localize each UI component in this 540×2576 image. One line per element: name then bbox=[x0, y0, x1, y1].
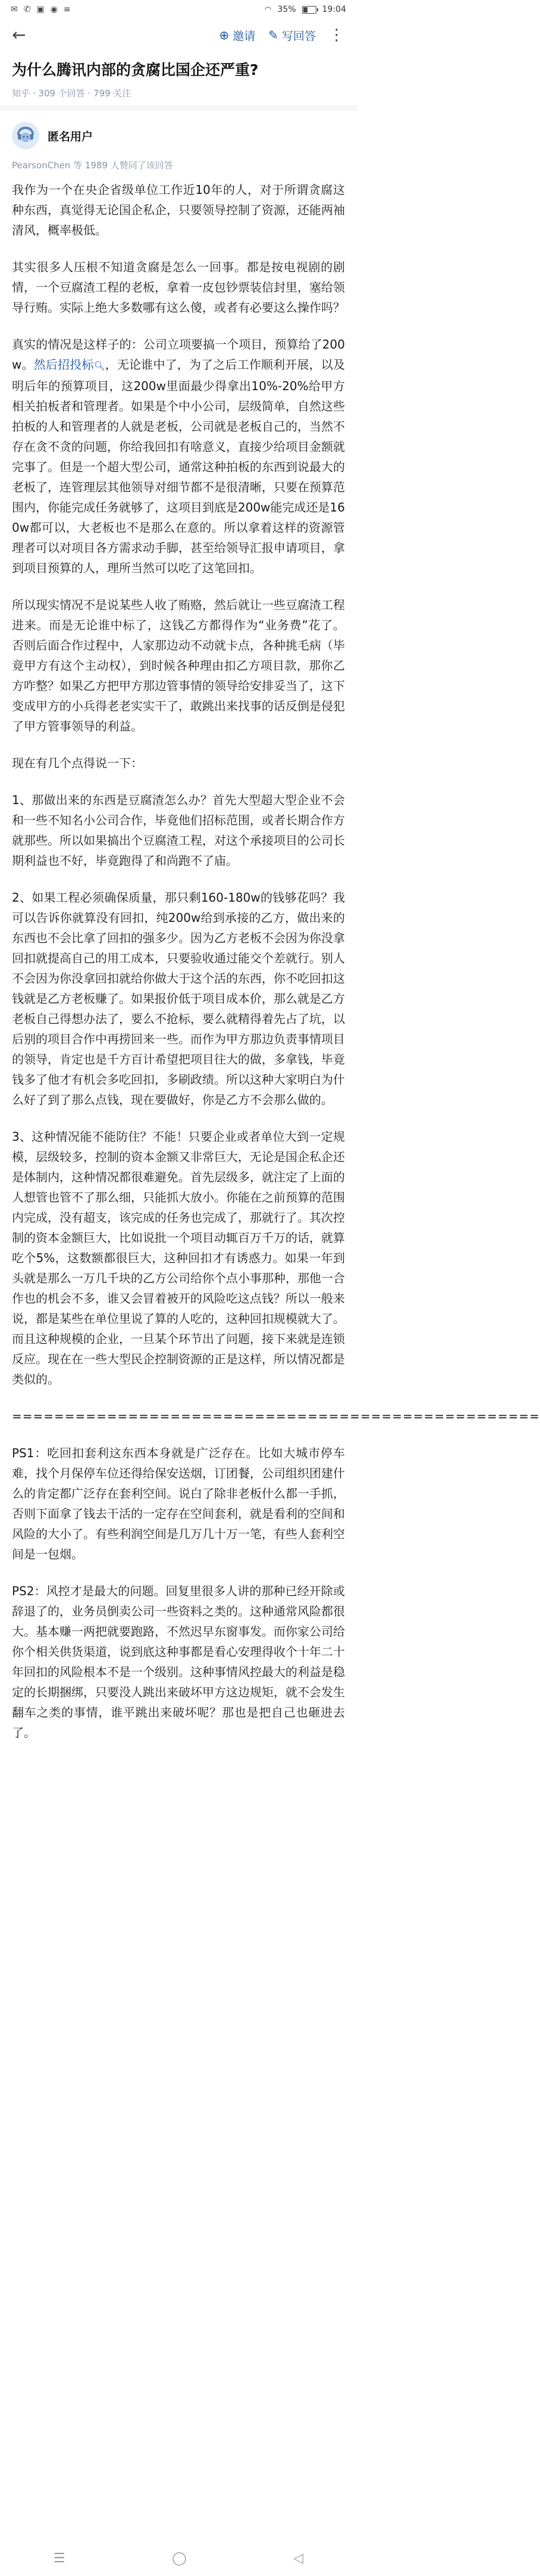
status-bar bbox=[0, 0, 357, 19]
mail-icon: ✉ bbox=[11, 5, 18, 14]
paragraph: 2、如果工程必须确保质量，那只剩160-180w的钱够花吗？我可以告诉你就算没有回扣，纯200w给到承接的乙方，做出来的东西也不会比拿了回扣的强多少。因为乙方老板不会因为你没拿回扣就提高自己的用工成本，只要验收通过能交个差就行。别人不会因为你没拿回扣就给你做大于这个活的东西，你不吃回扣这钱就是乙方老板赚了。如果报价低于项目成本价，那么就是乙方老板自己得想办法了，要么不抢标，要么就精得着先占了坑，以后别的项目合作中再捞回来一些。而作为甲方那边负责事情项目的领导，肯定也是千方百计希望把项目往大的做，多拿钱，毕竟钱多了他才有机会多吃回扣，多刷政绩。所以这种大家明白为什么好了到了那么点钱，现在要做好，你是乙方不会那么做的。 bbox=[12, 890, 345, 1107]
battery-percent: 35% bbox=[277, 5, 296, 14]
upvote-summary: PearsonChen 等 1989 人赞同了该回答 bbox=[12, 160, 173, 171]
write-answer-label: 写回答 bbox=[281, 29, 316, 43]
more-icon[interactable]: ⋮ bbox=[329, 26, 345, 44]
wifi-icon: ◠ bbox=[265, 5, 272, 14]
anonymous-avatar[interactable] bbox=[12, 122, 39, 149]
search-link-label: 然后招投标 bbox=[33, 357, 94, 372]
invite-button[interactable] bbox=[219, 27, 255, 43]
paragraph-text-rest: ，无论谁中了，为了之后工作顺利开展，以及明后年的预算项目，这200w里面最少得拿出10%-20%给甲方相关拍板者和管理者。如果是个中小公司，层级简单，自然这些拍板的人和管理者的人就是老板，公司就是老板自己的，当然不存在贪不贪的问题，你给我回扣有啥意义，直接少给项目金额就完事了。但是一个超大型公司，通常这种拍板的东西到说最大的老板了，连管理层其他领导对细节都不是很清晰，只要在预算范围内，你能完成任务就够了，这项目到底是200w能完成还是160w都可以，大老板也不是那么在意的。所以拿着这样的资源管理者可以对项目各方需求动手脚，甚至给领导汇报申请项目，拿到项目预算的人，理所当然可以吃了这笔回扣。 bbox=[12, 357, 346, 575]
search-link[interactable] bbox=[34, 357, 105, 372]
answer-content bbox=[0, 174, 540, 1743]
paragraph: 3、这种情况能不能防住？不能！只要企业或者单位大到一定规模，层级较多，控制的资本金额又非常巨大，无论是国企私企还是体制内，这种情况都很难避免。首先层级多，就注定了上面的人想管也管不了那么细，只能抓大放小。你能在之前预算的范围内完成，没有超支，该完成的任务也完成了，那就行了。其次控制的资本金额巨大，比如说批一个项目动辄百万千万的话，就算吃个5%，这数额都很巨大，这种回扣才有诱惑力。如果一年到头就是那么一万几千块的乙方公司给你个点小事那种，那他一合作也的机会不多，谁又会冒着被开的风险吃这点钱？所以一般来说，都是某些在单位里说了算的人吃的，这种回扣规模就大了。而且这种规模的企业，一旦某个环节出了问题，接下来就是连锁反应。现在在一些大型民企控制资源的正是这样，所以情况都是类似的。 bbox=[12, 1129, 345, 1386]
paragraph bbox=[12, 334, 345, 578]
battery-icon bbox=[302, 6, 316, 14]
recent-apps-icon[interactable]: ☰ bbox=[53, 2550, 65, 2566]
paragraph: 我作为一个在央企省级单位工作近10年的人，对于所谓贪腐这种东西，真觉得无论国企私企，只要领导控制了资源，还能两袖清风，概率极低。 bbox=[12, 183, 345, 237]
signal-icon: ◉ bbox=[50, 5, 58, 14]
paragraph: 现在有几个点得说一下： bbox=[12, 756, 143, 770]
answer-author[interactable] bbox=[0, 111, 357, 154]
separator-line: ================================================== bbox=[12, 1409, 540, 1423]
status-left-icons bbox=[11, 5, 71, 14]
paragraph: PS2：风控才是最大的问题。回复里很多人讲的那种已经开除或辞退了的，业务员倒卖公司一些资料之类的。这种通常风险都很大。基本赚一两把就要跑路，不然迟早东窗事发。而你家公司给你个相关供货渠道，说到底这种事都是看心安理得收个十年二十年回扣的风险根本不是一个级别。这种事情风控最大的利益是稳定的长期捆绑，只要没人跳出来破坏甲方这边规矩，就不会发生翻车之类的事情，谁平跳出来破坏呢？那也是把自己也砸进去了。 bbox=[12, 1584, 345, 1740]
paragraph-text: 真实的情况是这样子的：公司立项要搞一个项目，预算给了200w。 bbox=[12, 337, 345, 372]
author-name[interactable]: 匿名用户 bbox=[48, 130, 93, 143]
question-title[interactable]: 为什么腾讯内部的贪腐比国企还严重? bbox=[12, 61, 259, 79]
paragraph: 其实很多人压根不知道贪腐是怎么一回事。都是按电视剧的剧情，一个豆腐渣工程的老板，拿着一皮包钞票装信封里，塞给领导行贿。实际上绝大多数哪有这么傻，或者有必要这么操作吗？ bbox=[12, 260, 345, 315]
back-icon[interactable]: ◁ bbox=[293, 2550, 304, 2566]
menu-icon: ≡ bbox=[63, 5, 71, 14]
app-icon: ▣ bbox=[36, 5, 45, 14]
paragraph: PS1：吃回扣套利这东西本身就是广泛存在。比如大城市停车难，找个月保停车位还得给保安送烟，订团餐，公司组织团建什么的肯定都广泛存在套利空间。说白了除非老板什么都一手抓，否则下面拿了钱去干活的一定存在空间套利，就是看利的空间和风险的大小了。有些利润空间是几万几十万一笔，有些人套利空间是一包烟。 bbox=[12, 1446, 345, 1561]
invite-icon: ⊕ bbox=[219, 28, 230, 42]
system-nav-bar bbox=[0, 2540, 357, 2576]
search-icon: 🔍︎ bbox=[93, 360, 105, 371]
phone-icon: ✆ bbox=[23, 5, 31, 14]
question-meta[interactable]: 知乎 · 309 个回答 · 799 关注 bbox=[12, 88, 131, 99]
back-arrow-icon[interactable]: ← bbox=[12, 25, 26, 45]
app-bar-actions bbox=[219, 26, 345, 44]
question-header bbox=[0, 51, 357, 105]
anonymous-avatar-icon bbox=[12, 122, 39, 149]
clock: 19:04 bbox=[322, 5, 346, 14]
paragraph: 所以现实情况不是说某些人收了贿赂，然后就让一些豆腐渣工程进来。而是无论谁中标了，这钱乙方都得作为“业务费”花了。否则后面合作过程中，人家那边动不动就卡点，各种挑毛病（毕竟甲方有这个主动权），到时候各种理由扣乙方项目款，那你乙方咋整？如果乙方把甲方那边管事情的领导给安排妥当了，这下变成甲方的小兵得老老实实干了，敢跳出来找事的话反倒是侵犯了甲方管事领导的利益。 bbox=[12, 598, 345, 733]
write-answer-button[interactable] bbox=[268, 27, 316, 43]
status-right bbox=[265, 5, 346, 14]
home-icon[interactable]: ◯ bbox=[172, 2550, 187, 2566]
section-divider bbox=[0, 105, 357, 111]
pen-icon: ✎ bbox=[268, 28, 278, 42]
app-bar bbox=[0, 19, 357, 51]
invite-label: 邀请 bbox=[233, 29, 256, 43]
paragraph: 1、那做出来的东西是豆腐渣怎么办？首先大型超大型企业不会和一些不知名小公司合作，毕竟他们招标范围，或者长期合作方就那些。所以如果搞出个豆腐渣工程，对这个承接项目的公司长期利益也不好，毕竟跑得了和尚跑不了庙。 bbox=[12, 793, 345, 868]
